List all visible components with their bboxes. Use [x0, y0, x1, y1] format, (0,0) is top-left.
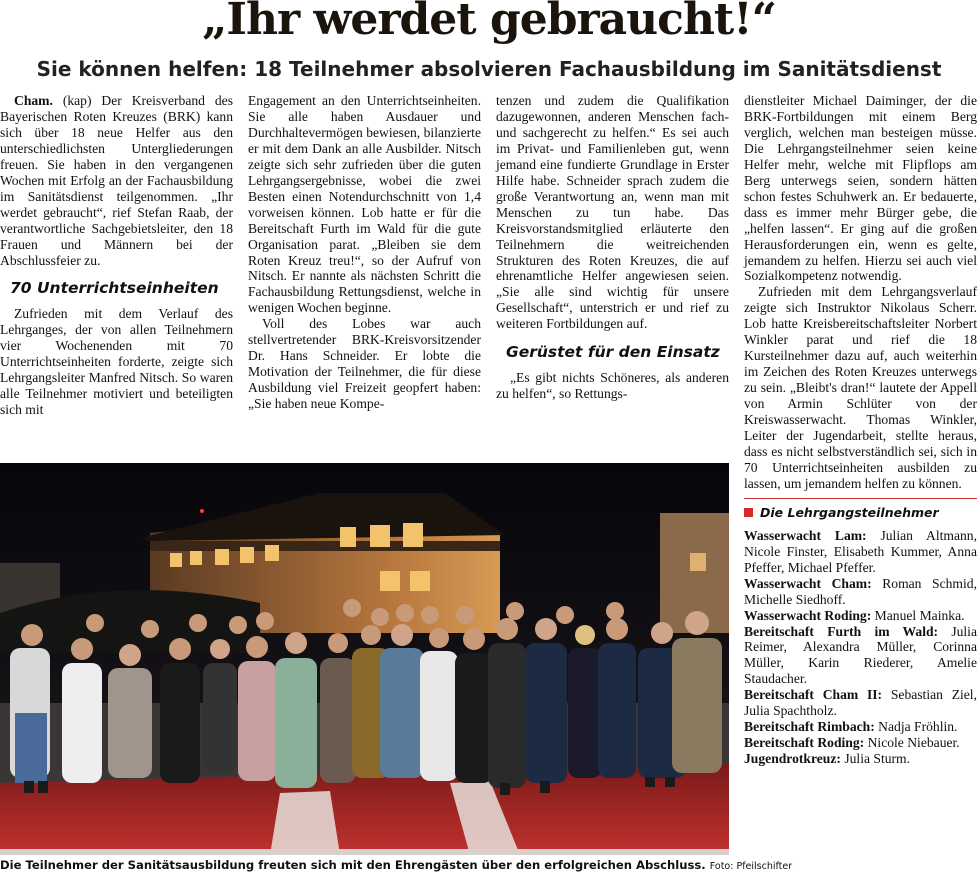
participants-box [744, 498, 977, 767]
participant-group-names: Sebastian Ziel, Julia Spachtholz. [744, 687, 977, 719]
participant-group-label: Wasserwacht Cham: [744, 575, 872, 591]
participant-group-names: Julia Sturm. [844, 751, 911, 767]
participants-list [744, 528, 977, 767]
participant-group [744, 719, 977, 735]
participant-group [744, 576, 977, 608]
photo-caption [0, 858, 793, 872]
participant-group-label: Wasserwacht Lam: [744, 527, 867, 543]
participant-group [744, 751, 977, 767]
photo-credit: Foto: Pfeilschifter [709, 861, 793, 872]
paragraph: dienstleiter Michael Daiminger, der die BRK-Fortbildungen mit einem Berg verglich, welchen man besteigen müsse. Die Lehrgangsteilnehmer seien keine Helfer mehr, welche mit Flipflops am Berg unterwegs seien, sondern hätten schon festes Schuhwerk an. Er bedauerte, dass es immer mehr Bürger gebe, die „helfen lassen“. Er ging auf die großen Herausforderungen ein, wenn es gelte, jemandem zu helfen. Hierzu sei auch viel Sozialkompetenz notwendig. [744, 93, 977, 284]
group-photo-illustration [0, 463, 729, 855]
section-heading: 70 Unterrichtseinheiten [10, 279, 219, 298]
participant-group [744, 608, 977, 624]
participant-group-names: Roman Schmid, Michelle Siedhoff. [744, 575, 977, 607]
article-column-3 [496, 93, 729, 402]
headline: „Ihr werdet gebraucht!“ [202, 0, 776, 45]
participant-group-names: Nadja Fröhlin. [878, 719, 958, 735]
participants-heading-text: Die Lehrgangsteilnehmer [760, 504, 939, 520]
participant-group-names: Nicole Niebauer. [867, 735, 960, 751]
participant-group-label: Jugendrotkreuz: [744, 751, 841, 767]
participant-group-label: Bereitschaft Rimbach: [744, 719, 875, 735]
paragraph: „Es gibt nichts Schöneres, als anderen zu helfen“, so Rettungs- [496, 370, 729, 402]
participant-group-label: Bereitschaft Furth im Wald: [744, 623, 939, 639]
paragraph: Voll des Lobes war auch stellvertretender BRK-Kreisvorsitzender Dr. Hans Schneider. Er lobte die Motivation der Teilnehmer, die für diese Ausbildung viel Freizeit geopfert haben: „Sie haben neue Kompe- [248, 316, 481, 412]
participants-heading [744, 505, 977, 521]
article-column-2 [248, 93, 481, 412]
caption-text: Die Teilnehmer der Sanitätsausbildung freuten sich mit den Ehrengästen über den erfolgreichen Abschluss. [0, 858, 706, 872]
participant-group-label: Bereitschaft Cham II: [744, 687, 883, 703]
paragraph: tenzen und zudem die Qualifikation dazugewonnen, anderen Menschen fach- und sachgerecht zu helfen.“ Es sei auch im Privat- und Familienleben gut, wenn jemand eine fundierte Grundlage in Erster Hilfe habe. Schneider sprach zudem die große Verantwortung an, wenn man mit Menschen zu tun habe. Das Kreisvorstandsmitglied erläuterte den Teilnehmern die weitreichenden Strukturen des Roten Kreuzes, die auf ehrenamtliche Helfer angewiesen seien. „Sie alle sind wichtig für unsere Gesellschaft“, unterstrich er und rief zu weiteren Fortbildungen auf. [496, 93, 729, 332]
participant-group [744, 735, 977, 751]
participant-group-label: Bereitschaft Roding: [744, 735, 865, 751]
section-heading: Gerüstet für den Einsatz [506, 343, 720, 362]
participant-group [744, 687, 977, 719]
group-photo [0, 463, 729, 855]
participant-group-names: Manuel Mainka. [874, 607, 965, 623]
participant-group [744, 528, 977, 576]
paragraph: Engagement an den Unterrichtseinheiten. Sie alle haben Ausdauer und Durchhaltevermögen bewiesen, bilanzierte er mit dem Dank an alle Ausbilder. Nitsch zeigte sich sehr zufrieden über die guten Lehrgangsergebnisse, wobei die zwei Besten einen Notendurchschnitt von 1,4 vorweisen können. Lob hatte er für die Bereitschaft Furth im Wald für die gute Organisation parat. „Bleiben sie dem Roten Kreuz treu!“, so der Aufruf von Nitsch. Er nannte als nächsten Schritt die Fachausbildung Rettungsdienst, welche in wenigen Wochen beginne. [248, 93, 481, 316]
participant-group-label: Wasserwacht Roding: [744, 607, 872, 623]
dateline: Cham. [14, 93, 53, 108]
subheadline: Sie können helfen: 18 Teilnehmer absolvieren Fachausbildung im Sanitätsdienst [36, 57, 942, 81]
article-column-4 [744, 93, 977, 767]
paragraph: Zufrieden mit dem Lehrgangsverlauf zeigte sich Instruktor Nikolaus Scherr. Lob hatte Kreisbereitschaftsleiter Norbert Winkler parat und rief die 18 Kursteilnehmer dazu auf, auch weiterhin im Zeichen des Roten Kreuzes unterwegs zu sein. „Bleibt's dran!“ lautete der Appell von Armin Schlüter von der Kreiswasserwacht. Thomas Winkler, Leiter der Jugendarbeit, stellte heraus, dass es nicht selbstverständlich sei, sich in 70 Unterrichtseinheiten ausbilden zu lassen, um jemandem helfen zu können. [744, 284, 977, 491]
participant-group-names: Julia Reimer, Alexandra Müller, Corinna Müller, Karin Riederer, Amelie Staudacher. [744, 623, 977, 687]
paragraph: Zufrieden mit dem Verlauf des Lehrganges, der von allen Teilnehmern vier Wochenenden mit 70 Unterrichtseinheiten forderte, zeigte sich Lehrgangsleiter Manfred Nitsch. So waren alle Teilnehmer motiviert und beteiligten sich mit [0, 306, 233, 418]
paragraph [0, 93, 233, 268]
paragraph-text: (kap) Der Kreisverband des Bayerischen Roten Kreuzes (BRK) kann sich über 18 neue Helfer aus den unterschiedlichsten Untergliederungen freuen. Sie haben in den vergangenen Wochen mit Erfolg an der Fachausbildung im Sanitätsdienst teilgenommen. „Ihr werdet gebraucht“, rief Stefan Raab, der verantwortliche Sachgebietsleiter, den 18 Frauen und Männern bei der Abschlussfeier zu. [0, 93, 233, 268]
participant-group [744, 624, 977, 688]
article-column-1 [0, 93, 233, 418]
red-square-icon [744, 508, 753, 517]
participant-group-names: Julian Altmann, Nicole Finster, Elisabeth Kummer, Anna Pfeffer, Michael Pfeffer. [744, 527, 977, 575]
